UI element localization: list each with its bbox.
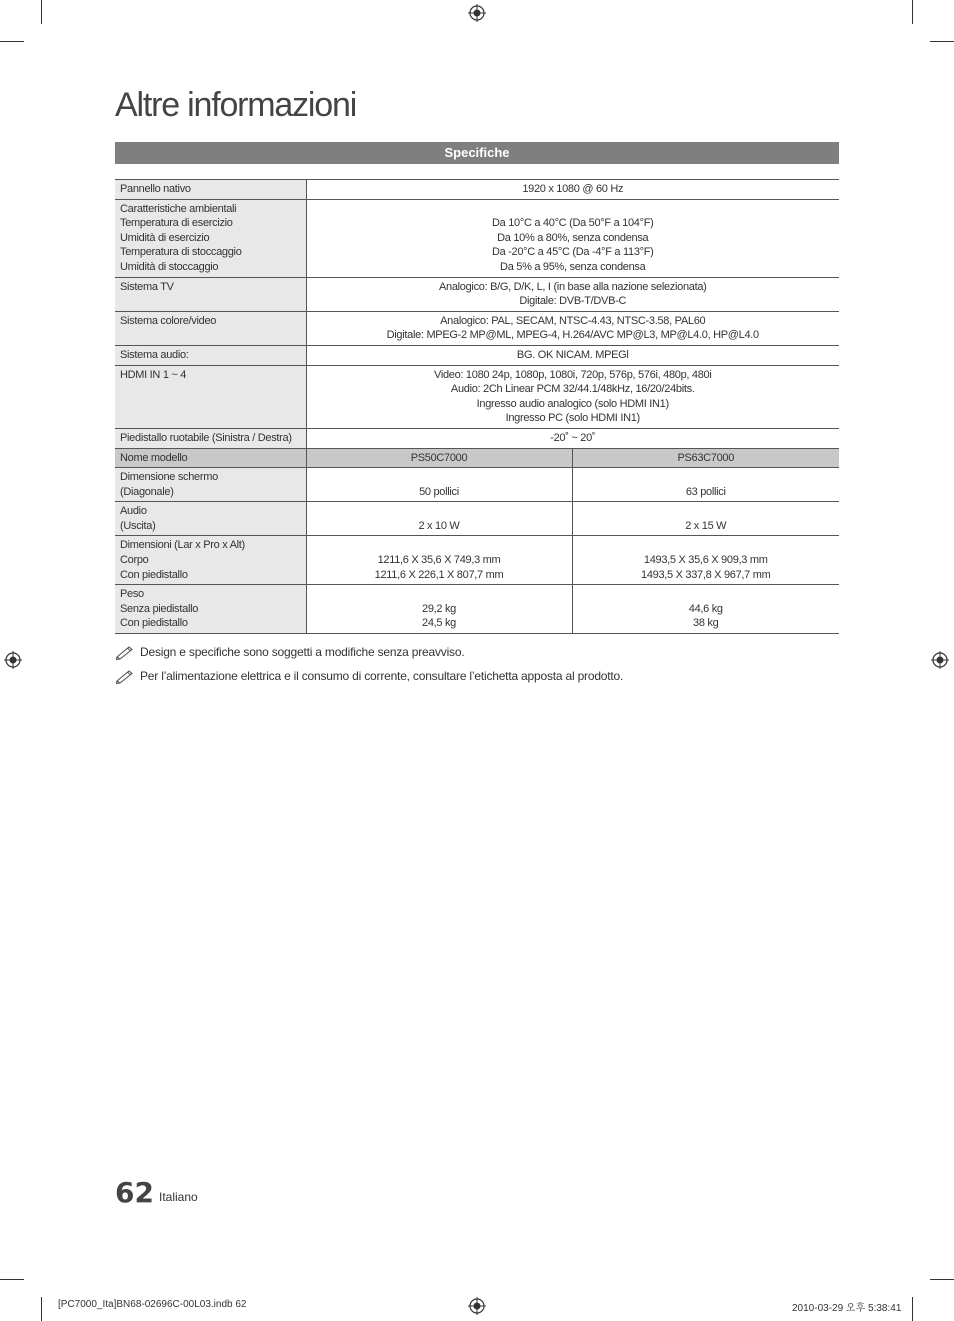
- model-spec-value: [572, 585, 839, 634]
- note-text: Design e specifiche sono soggetti a modifiche senza preavviso.: [140, 645, 465, 659]
- crop-mark: [0, 41, 24, 42]
- spec-value: [306, 428, 839, 448]
- model-spec-value: [572, 536, 839, 585]
- registration-mark-icon: [468, 1297, 486, 1315]
- crop-mark: [912, 0, 913, 24]
- crop-mark: [0, 1279, 24, 1280]
- spec-value-line: 29,2 kg: [422, 602, 456, 615]
- model-header-label: Nome modello: [115, 448, 306, 468]
- spec-label-line: (Diagonale): [120, 485, 174, 498]
- spec-value: [306, 277, 839, 311]
- spec-label-line: Temperatura di stoccaggio: [120, 246, 242, 259]
- spec-label-line: Corpo: [120, 554, 149, 567]
- spec-value: [306, 199, 839, 277]
- spec-label-line: Dimensione schermo: [120, 471, 218, 484]
- spec-label-line: Piedistallo ruotabile (Sinistra / Destra): [120, 431, 292, 444]
- footer-file: [PC7000_Ita]BN68-02696C-00L03.indb 62: [58, 1299, 247, 1310]
- spec-row: [115, 277, 839, 311]
- spec-label-line: HDMI IN 1 ~ 4: [120, 368, 187, 381]
- registration-mark-icon: [4, 651, 22, 669]
- spec-label: [115, 536, 306, 585]
- model-spec-row: [115, 502, 839, 536]
- spec-value-line: 24,5 kg: [422, 617, 456, 630]
- model-spec-row: [115, 468, 839, 502]
- crop-mark: [930, 41, 954, 42]
- model-header-row: [115, 448, 839, 468]
- spec-label-line: Senza piedistallo: [120, 602, 199, 615]
- spec-row: [115, 311, 839, 345]
- spec-value-line: Digitale: DVB-T/DVB-C: [519, 295, 627, 308]
- spec-value-line: 2 x 10 W: [418, 519, 460, 532]
- crop-mark: [930, 1279, 954, 1280]
- model-spec-value: [306, 585, 572, 634]
- spec-value-line: 1920 x 1080 @ 60 Hz: [522, 183, 624, 195]
- spec-value-line: 1493,5 X 337,8 X 967,7 mm: [641, 568, 771, 581]
- spec-value-line: Analogico: PAL, SECAM, NTSC-4.43, NTSC-3.58, PAL60: [440, 314, 706, 327]
- spec-label-line: Sistema audio:: [120, 348, 189, 361]
- spec-value-line: Da -20°C a 45°C (Da -4°F a 113°F): [491, 246, 654, 259]
- pencil-note-icon: [115, 644, 135, 660]
- pencil-note-icon: [115, 668, 135, 684]
- spec-value-line: Digitale: MPEG-2 MP@ML, MPEG-4, H.264/AVC MP@L3, MP@L4.0, HP@L4.0: [386, 329, 759, 342]
- spec-label-line: Umidità di esercizio: [120, 231, 210, 244]
- spec-label-line: Umidità di stoccaggio: [120, 260, 219, 273]
- crop-mark: [41, 1297, 42, 1321]
- spec-label: [115, 585, 306, 634]
- registration-mark-icon: [468, 4, 486, 22]
- spec-value-line: 2 x 15 W: [685, 519, 727, 532]
- spec-label: [115, 365, 306, 428]
- spec-value-line: BG. OK NICAM. MPEGl: [516, 348, 629, 361]
- model-name: PS63C7000: [572, 448, 839, 468]
- spec-value-line: Analogico: B/G, D/K, L, I (in base alla nazione selezionata): [438, 280, 707, 293]
- model-spec-value: [572, 468, 839, 502]
- spec-value: [306, 311, 839, 345]
- spec-value-line: Da 10% a 80%, senza condensa: [497, 231, 649, 244]
- spec-row: [115, 365, 839, 428]
- note-text: Per l’alimentazione elettrica e il consumo di corrente, consultare l’etichetta apposta al prodotto.: [140, 669, 624, 683]
- page-language: Italiano: [159, 1190, 198, 1204]
- spec-value-line: 1211,6 X 35,6 X 749,3 mm: [377, 554, 501, 567]
- spec-label-line: (Uscita): [120, 519, 156, 532]
- spec-label-line: Con piedistallo: [120, 617, 188, 630]
- page-title: Altre informazioni: [115, 86, 357, 124]
- spec-value-line: -20˚ ~ 20˚: [550, 431, 596, 444]
- spec-row: [115, 199, 839, 277]
- spec-value-line: 1493,5 X 35,6 X 909,3 mm: [643, 554, 768, 567]
- spec-value-line: Ingresso audio analogico (solo HDMI IN1): [476, 397, 669, 410]
- spec-label: [115, 199, 306, 277]
- model-spec-row: [115, 536, 839, 585]
- registration-mark-icon: [931, 651, 949, 669]
- spec-label: [115, 502, 306, 536]
- spec-label-line: Sistema colore/video: [120, 314, 217, 327]
- note-item: [115, 664, 839, 688]
- model-spec-value: [306, 468, 572, 502]
- spec-value-line: Ingresso PC (solo HDMI IN1): [505, 412, 640, 425]
- spec-row: [115, 345, 839, 365]
- model-spec-value: [306, 536, 572, 585]
- crop-mark: [912, 1297, 913, 1321]
- spec-value-line: 44,6 kg: [688, 602, 723, 615]
- note-item: [115, 640, 839, 664]
- spec-label: [115, 311, 306, 345]
- crop-mark: [41, 0, 42, 24]
- spec-value: [306, 180, 839, 200]
- section-header: Specifiche: [115, 142, 839, 164]
- spec-value-line: 38 kg: [693, 617, 719, 630]
- spec-value-line: Video: 1080 24p, 1080p, 1080i, 720p, 576p, 576i, 480p, 480i: [433, 368, 712, 381]
- model-spec-row: [115, 585, 839, 634]
- spec-value-line: Audio: 2Ch Linear PCM 32/44.1/48kHz, 16/20/24bits.: [450, 383, 695, 396]
- spec-label: [115, 468, 306, 502]
- spec-value: [306, 345, 839, 365]
- spec-value-line: Da 5% a 95%, senza condensa: [500, 260, 646, 273]
- spec-label-line: Sistema TV: [120, 280, 174, 293]
- spec-label-line: Caratteristiche ambientali: [120, 202, 237, 215]
- footer-date: 2010-03-29 오후 5:38:41: [792, 1303, 902, 1314]
- spec-label-line: Con piedistallo: [120, 568, 188, 581]
- spec-label-line: Temperatura di esercizio: [120, 217, 233, 230]
- notes: [115, 640, 839, 688]
- page-number: 62: [115, 1176, 154, 1209]
- spec-value-line: 1211,6 X 226,1 X 807,7 mm: [374, 568, 504, 581]
- model-name: PS50C7000: [306, 448, 572, 468]
- spec-value: [306, 365, 839, 428]
- spec-value-line: 50 pollici: [419, 485, 459, 498]
- spec-table: [115, 179, 839, 634]
- spec-row: [115, 180, 839, 200]
- spec-label: [115, 277, 306, 311]
- spec-label: [115, 180, 306, 200]
- model-spec-value: [306, 502, 572, 536]
- spec-row: [115, 428, 839, 448]
- model-spec-value: [572, 502, 839, 536]
- spec-label-line: Pannello nativo: [120, 183, 191, 195]
- spec-label: [115, 428, 306, 448]
- spec-label-line: Peso: [120, 588, 144, 601]
- spec-label-line: Audio: [120, 505, 147, 518]
- spec-value-line: 63 pollici: [685, 485, 726, 498]
- spec-label-line: Dimensioni (Lar x Pro x Alt): [120, 539, 245, 552]
- spec-label: [115, 345, 306, 365]
- spec-value-line: Da 10°C a 40°C (Da 50°F a 104°F): [492, 217, 654, 230]
